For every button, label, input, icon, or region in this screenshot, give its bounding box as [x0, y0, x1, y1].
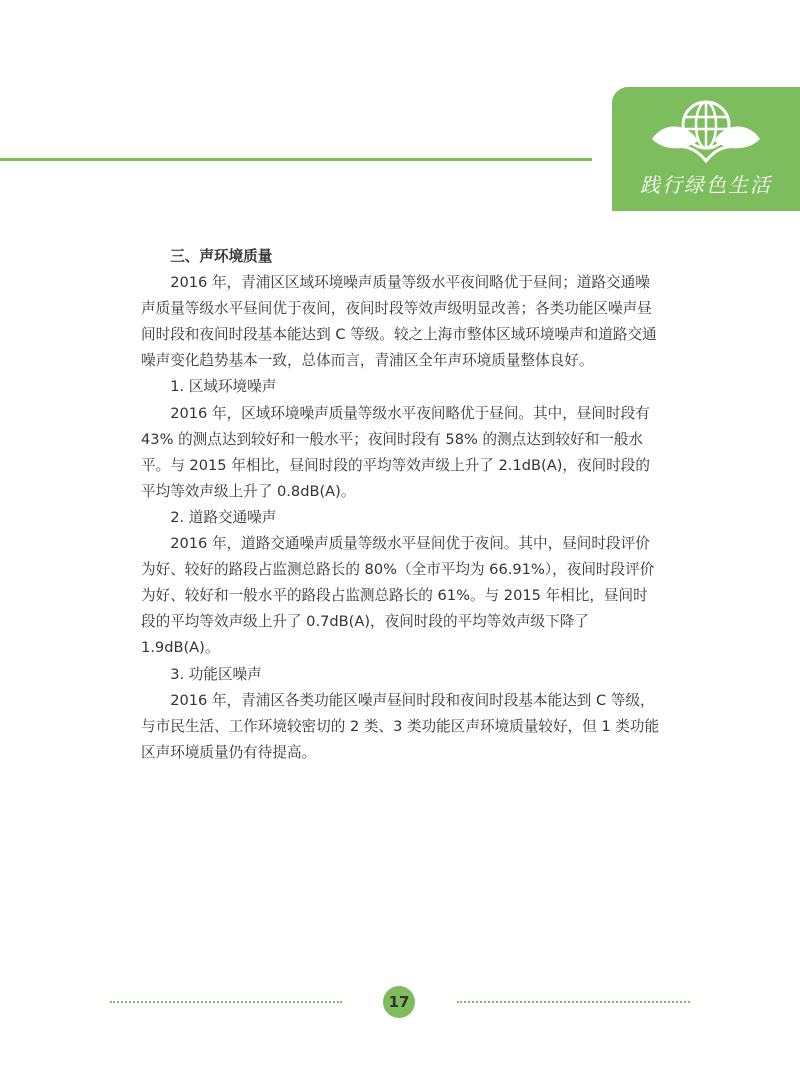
- intro-paragraph: 2016 年，青浦区区域环境噪声质量等级水平夜间略优于昼间；道路交通噪声质量等级水平昼间优于夜间，夜间时段等效声级明显改善；各类功能区噪声昼间时段和夜间时段基本能达到 C 等级。较之上海市整体区域环境噪声和道路交通噪声变化趋势基本一致，总体而言，青浦区全年声环境质量整体良好。: [141, 274, 657, 370]
- footer-rule-left: [110, 1001, 342, 1003]
- section-title: 三、声环境质量: [170, 248, 273, 265]
- subsection-title-3: 3. 功能区噪声: [170, 665, 262, 683]
- page-number: 17: [383, 986, 415, 1018]
- subsection-paragraph-2: 2016 年，道路交通噪声质量等级水平昼间优于夜间。其中，昼间时段评价为好、较好的路段占监测总路长的 80%（全市平均为 66.91%），夜间时段评价为好、较好和一般水平的路段占监测总路长的 61%。与 2015 年相比，昼间时段的平均等效声级上升了 0.7dB(A)，夜间时段的平均等效声级下降了 1.9dB(A)。: [141, 535, 655, 657]
- subsection-title-2: 2. 道路交通噪声: [170, 508, 277, 526]
- header-tab: [612, 87, 800, 211]
- footer-rule-right: [457, 1001, 690, 1003]
- header-rule: [0, 158, 592, 161]
- tab-slogan: 践行绿色生活: [640, 173, 772, 197]
- subsection-title-1: 1. 区域环境噪声: [170, 378, 277, 396]
- subsection-paragraph-3: 2016 年，青浦区各类功能区噪声昼间时段和夜间时段基本能达到 C 等级，与市民生活、工作环境较密切的 2 类、3 类功能区声环境质量较好，但 1 类功能区声环境质量仍有待提高。: [141, 691, 660, 761]
- globe-with-leaves-icon: [648, 95, 764, 171]
- main-content: [141, 244, 661, 766]
- subsection-paragraph-1: 2016 年，区域环境噪声质量等级水平夜间略优于昼间。其中，昼间时段有 43% 的测点达到较好和一般水平；夜间时段有 58% 的测点达到较好和一般水平。与 2015 年相比，昼间时段的平均等效声级上升了 2.1dB(A)，夜间时段的平均等效声级上升了 0.8dB(A)。: [141, 404, 650, 500]
